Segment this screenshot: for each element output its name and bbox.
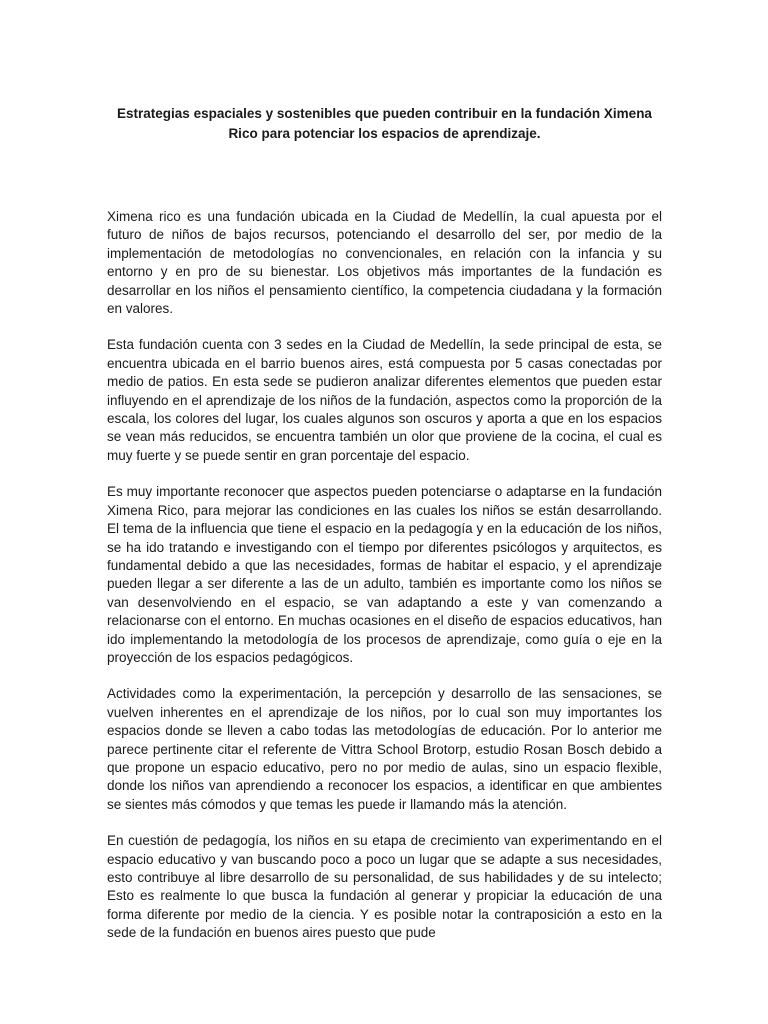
document-page xyxy=(107,104,662,961)
paragraph: Actividades como la experimentación, la percepción y desarrollo de las sensaciones, se vuelven inherentes en el aprendizaje de los niños, por lo cual son muy importantes los espacios donde se lleven a cabo todas las metodologías de educación. Por lo anterior me parece pertinente citar el referente de Vittra School Brotorp, estudio Rosan Bosch debido a que propone un espacio educativo, pero no por medio de aulas, sino un espacio flexible, donde los niños van aprendiendo a reconocer los espacios, a identificar en que ambientes se sientes más cómodos y que temas les puede ir llamando más la atención. xyxy=(107,686,662,812)
paragraph: Ximena rico es una fundación ubicada en la Ciudad de Medellín, la cual apuesta por el futuro de niños de bajos recursos, potenciando el desarrollo del ser, por medio de la implementación de metodologías no convencionales, en relación con la infancia y su entorno y en pro de su bienestar. Los objetivos más importantes de la fundación es desarrollar en los niños el pensamiento científico, la competencia ciudadana y la formación en valores. xyxy=(107,209,662,317)
paragraph: Esta fundación cuenta con 3 sedes en la Ciudad de Medellín, la sede principal de esta, se encuentra ubicada en el barrio buenos aires, está compuesta por 5 casas conectadas por medio de patios. En esta sede se pudieron analizar diferentes elementos que pueden estar influyendo en el aprendizaje de los niños de la fundación, aspectos como la proporción de la escala, los colores del lugar, los cuales algunos son oscuros y aporta a que en los espacios se vean más reducidos, se encuentra también un olor que proviene de la cocina, el cual es muy fuerte y se puede sentir en gran porcentaje del espacio. xyxy=(107,337,662,463)
document-title: Estrategias espaciales y sostenibles que pueden contribuir en la fundación Ximena Rico para potenciar los espacios de aprendizaje. xyxy=(117,106,652,141)
paragraph: Es muy importante reconocer que aspectos pueden potenciarse o adaptarse en la fundación Ximena Rico, para mejorar las condiciones en las cuales los niños se están desarrollando. El tema de la influencia que tiene el espacio en la pedagogía y en la educación de los niños, se ha ido tratando e investigando con el tiempo por diferentes psicólogos y arquitectos, es fundamental debido a que las necesidades, formas de habitar el espacio, y el aprendizaje pueden llegar a ser diferente a las de un adulto, también es importante como los niños se van desenvolviendo en el espacio, se van adaptando a este y van comenzando a relacionarse con el entorno. En muchas ocasiones en el diseño de espacios educativos, han ido implementando la metodología de los procesos de aprendizaje, como guía o eje en la proyección de los espacios pedagógicos. xyxy=(107,484,662,665)
paragraph: En cuestión de pedagogía, los niños en su etapa de crecimiento van experimentando en el espacio educativo y van buscando poco a poco un lugar que se adapte a sus necesidades, esto contribuye al libre desarrollo de su personalidad, de sus habilidades y de su intelecto; Esto es realmente lo que busca la fundación al generar y propiciar la educación de una forma diferente por medio de la ciencia. Y es posible notar la contraposición a esto en la sede de la fundación en buenos aires puesto que pude xyxy=(107,833,662,941)
document-body xyxy=(107,208,662,943)
